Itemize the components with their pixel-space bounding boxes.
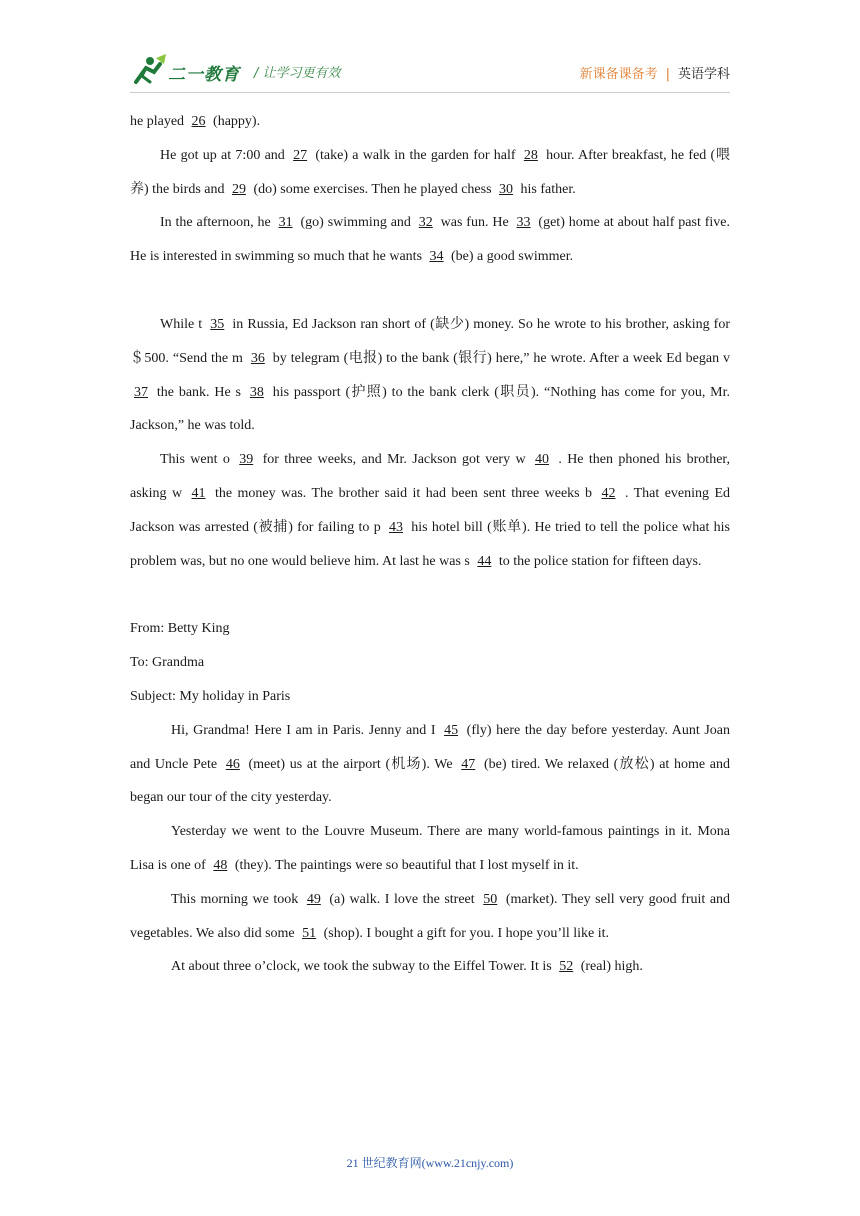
text-segment: (a) walk. I love the street [329, 891, 475, 907]
blank-41[interactable]: 41 [191, 485, 206, 501]
text-segment: his passport (护照) to the bank clerk (职员). “Nothing has come for you, Mr. Jackson,” he was told. [130, 384, 731, 434]
text-segment: (be) tired. We relaxed (放松) at home and began our tour of the city yesterday. [130, 756, 731, 806]
blank-45[interactable]: 45 [444, 722, 459, 738]
text-segment: the money was. The brother said it had been sent three weeks b [214, 485, 593, 501]
text-segment: He got up at 7:00 and [160, 147, 285, 163]
header-right [580, 63, 730, 82]
text-segment: (do) some exercises. Then he played chess [253, 181, 492, 197]
spacer [130, 578, 730, 612]
text-segment: to the police station for fifteen days. [498, 553, 702, 569]
blank-52[interactable]: 52 [559, 959, 574, 975]
exam-label: 新课备课备考 [579, 67, 658, 82]
text-segment: he played [130, 114, 185, 129]
text-segment: This went o [160, 452, 230, 468]
passage2-paragraph-2 [130, 443, 730, 578]
blank-26[interactable]: 26 [191, 114, 206, 129]
text-segment: (get) home at about half past five. He is interested in swimming so much that he wants [130, 215, 730, 265]
blank-34[interactable]: 34 [429, 249, 444, 265]
text-segment: the bank. He s [156, 384, 242, 400]
email-to: To: Grandma [130, 655, 205, 671]
text-segment: (meet) us at the airport (机场). We [248, 756, 453, 772]
blank-35[interactable]: 35 [210, 316, 225, 332]
email-paragraph-1 [130, 714, 730, 815]
text-segment: his hotel bill (账单). He tried to tell the police what his problem was, but no one would believe him. At last he was s [130, 519, 731, 569]
text-segment: Hi, Grandma! Here I am in Paris. Jenny and I [171, 722, 436, 738]
blank-48[interactable]: 48 [213, 857, 228, 873]
text-segment: for three weeks, and Mr. Jackson got very w [262, 452, 526, 468]
blank-29[interactable]: 29 [231, 181, 246, 197]
text-segment: (real) high. [580, 959, 643, 975]
email-subject: Subject: My holiday in Paris [130, 688, 291, 704]
blank-36[interactable]: 36 [250, 350, 265, 366]
text-segment: (fly) here the day before yesterday. Aunt Joan and Uncle Pete [130, 722, 730, 772]
blank-38[interactable]: 38 [249, 384, 264, 400]
text-segment: by telegram (电报) to the bank (银行) here,” he wrote. After a week Ed began v [272, 350, 731, 366]
blank-51[interactable]: 51 [302, 925, 317, 941]
text-segment: his father. [520, 181, 576, 197]
text-segment: in Russia, Ed Jackson ran short of (缺少) money. So he wrote to his brother, asking for ＄500. “Send the m [130, 316, 731, 366]
header-divider [130, 92, 730, 93]
header-separator: | [665, 67, 670, 82]
blank-27[interactable]: 27 [293, 147, 308, 163]
blank-44[interactable]: 44 [477, 553, 492, 569]
passage1-paragraph-2 [130, 206, 730, 274]
blank-31[interactable]: 31 [278, 215, 293, 231]
blank-47[interactable]: 47 [461, 756, 476, 772]
text-segment: In the afternoon, he [160, 215, 271, 231]
text-segment: . He then phoned his brother, asking w [130, 452, 731, 501]
text-segment: was fun. He [440, 215, 509, 231]
blank-49[interactable]: 49 [306, 891, 321, 907]
text-segment: (they). The paintings were so beautiful that I lost myself in it. [234, 857, 579, 873]
blank-33[interactable]: 33 [516, 215, 531, 231]
passage1-paragraph-1 [130, 139, 730, 207]
blank-46[interactable]: 46 [225, 756, 240, 772]
text-segment: While t [160, 316, 203, 332]
subject-label: 英语学科 [677, 67, 730, 82]
text-segment: . That evening Ed Jackson was arrested (被捕) for failing to p [130, 485, 731, 535]
blank-30[interactable]: 30 [499, 181, 514, 197]
blank-40[interactable]: 40 [534, 452, 549, 468]
blank-43[interactable]: 43 [388, 519, 403, 535]
document-body [130, 105, 730, 984]
email-from: From: Betty King [130, 621, 230, 637]
blank-50[interactable]: 50 [483, 891, 498, 907]
blank-28[interactable]: 28 [523, 147, 538, 163]
text-segment: Yesterday we went to the Louvre Museum. There are many world-famous paintings in it. Mona Lisa is one of [130, 824, 730, 873]
text-segment: hour. After breakfast, he fed (喂养) the birds and [130, 147, 731, 197]
email-paragraph-4 [130, 950, 730, 984]
email-paragraph-3 [130, 883, 730, 951]
text-segment: (shop). I bought a gift for you. I hope you’ll like it. [323, 925, 610, 941]
page-header [130, 52, 730, 92]
blank-39[interactable]: 39 [239, 452, 254, 468]
text-segment: (market). They sell very good fruit and vegetables. We also did some [130, 891, 731, 941]
email-paragraph-2 [130, 815, 730, 883]
text-segment: (be) a good swimmer. [451, 249, 574, 265]
blank-32[interactable]: 32 [418, 215, 433, 231]
passage1-continuation [130, 105, 730, 139]
text-segment: At about three o’clock, we took the subway to the Eiffel Tower. It is [171, 959, 552, 975]
page-footer: 21 世纪教育网(www.21cnjy.com) [346, 1156, 514, 1170]
text-segment: (happy). [213, 114, 261, 129]
text-segment: This morning we took [171, 891, 299, 907]
text-segment: (take) a walk in the garden for half [315, 147, 516, 163]
blank-42[interactable]: 42 [601, 485, 616, 501]
blank-37[interactable]: 37 [134, 384, 148, 400]
text-segment: (go) swimming and [300, 215, 411, 231]
passage2-paragraph-1 [130, 308, 730, 443]
logo-text: 二一教育 [168, 65, 240, 85]
spacer [130, 274, 730, 308]
slogan: / 让学习更有效 [254, 66, 341, 81]
